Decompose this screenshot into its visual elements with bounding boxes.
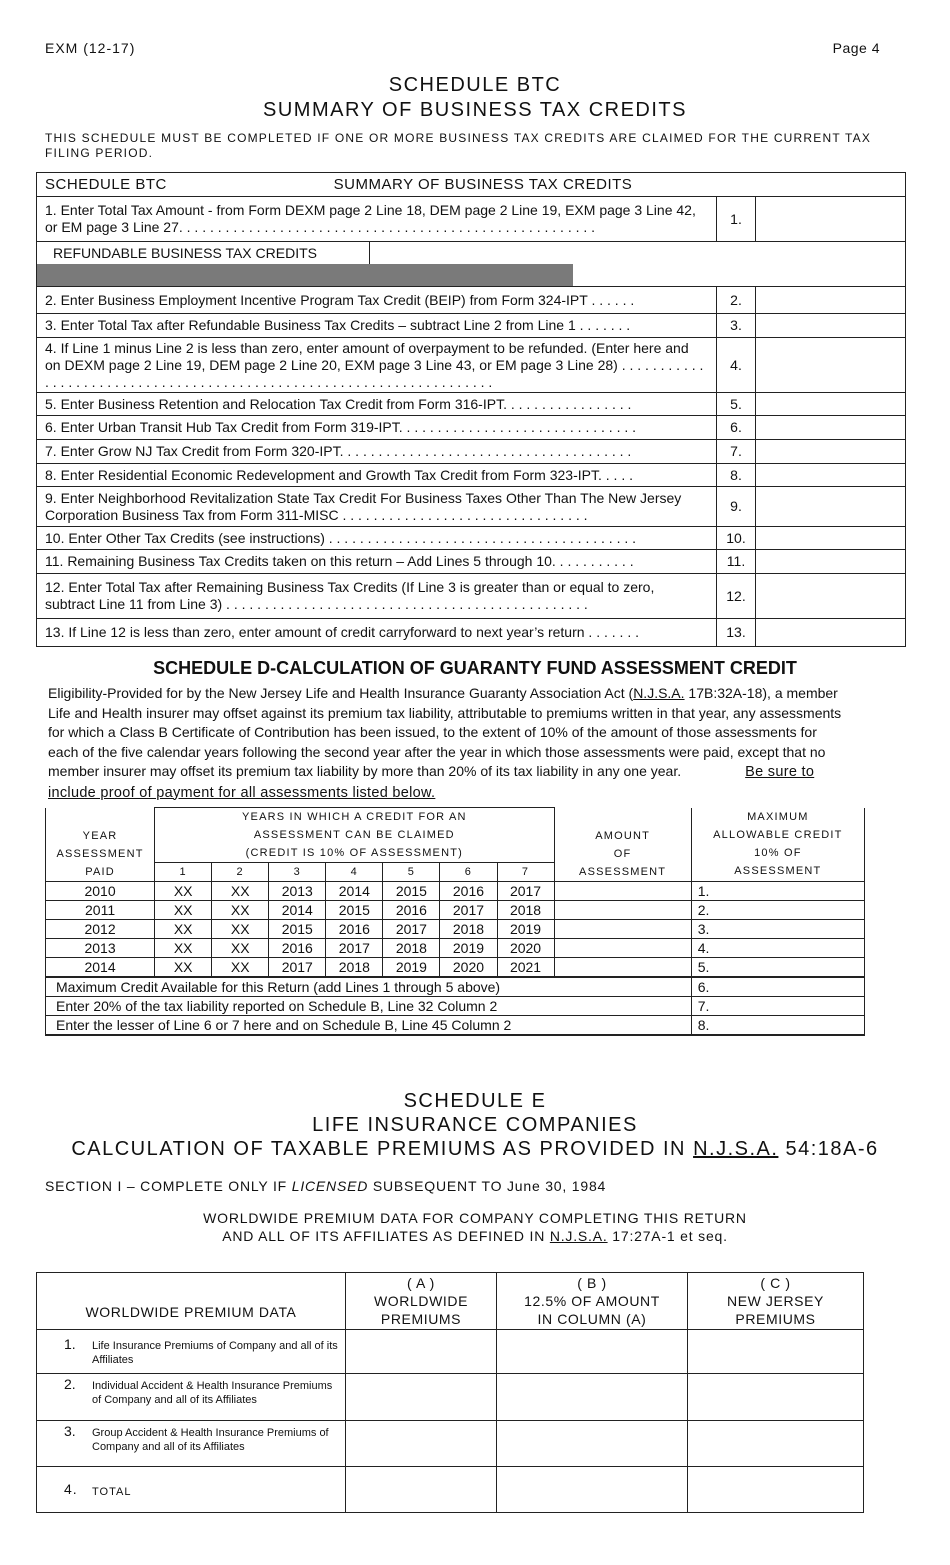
section-1-heading: [45, 1178, 606, 1194]
refundable-label: REFUNDABLE BUSINESS TAX CREDITS: [37, 242, 370, 264]
assessment-row: [46, 901, 865, 920]
btc-line-8-field[interactable]: [756, 464, 906, 487]
btc-line-13-field[interactable]: [756, 619, 906, 647]
section-1-licensed: LICENSED: [291, 1178, 369, 1194]
schedule-e-njsa: N.J.S.A.: [693, 1138, 779, 1160]
col-b-h3: IN COLUMN (A): [537, 1311, 647, 1327]
credit-year: 2019: [383, 958, 440, 978]
credit-year: 2016: [440, 882, 497, 901]
btc-line-3-text: 3. Enter Total Tax after Refundable Business Tax Credits – subtract Line 2 from Line 1 . . . . . . .: [37, 314, 717, 338]
wp-row-2: [37, 1374, 864, 1421]
schedule-e-title: SCHEDULE E: [403, 1090, 547, 1112]
guaranty-fund-table: [45, 807, 865, 1036]
btc-line-4-field[interactable]: [756, 338, 906, 393]
credit-year: 2014: [326, 882, 383, 901]
col-a-h2: WORLDWIDE: [373, 1293, 469, 1309]
wp-row-4-num: 4.: [64, 1481, 78, 1497]
wp-row-4-col-c[interactable]: [688, 1467, 864, 1513]
wp-row-1-col-b[interactable]: [497, 1330, 688, 1374]
btc-line-12-field[interactable]: [756, 574, 906, 619]
wp-row-3-label: [37, 1421, 346, 1467]
credit-year: XX: [155, 958, 212, 978]
credit-year: 2019: [440, 939, 497, 958]
credit-year: XX: [212, 958, 269, 978]
col-num-3: 3: [269, 863, 326, 882]
worldwide-heading: [0, 1209, 950, 1245]
credit-year: 2017: [497, 882, 554, 901]
max-credit-field[interactable]: 5.: [691, 958, 864, 978]
btc-line-1-text: 1. Enter Total Tax Amount - from Form DEXM page 2 Line 18, DEM page 2 Line 19, EXM page 3 Line 42, or EM page 3 Line 27. . . . . . . . . . . . . . . . . . . . . . . . . . . . . . . . . . . . . . . . . . . . . . . . . . . . . .: [37, 197, 717, 242]
btc-line-3-field[interactable]: [756, 314, 906, 338]
max-credit-field[interactable]: 2.: [691, 901, 864, 920]
schedule-e-subtitle: LIFE INSURANCE COMPANIES: [312, 1114, 638, 1136]
btc-line-6-text: 6. Enter Urban Transit Hub Tax Credit from Form 319-IPT. . . . . . . . . . . . . . . . . . . . . . . . . . . . . . .: [37, 416, 717, 440]
btc-line-11-field[interactable]: [756, 550, 906, 574]
btc-line-8-text: 8. Enter Residential Economic Redevelopment and Growth Tax Credit from Form 323-IPT. . . . .: [37, 464, 717, 487]
worldwide-njsa: N.J.S.A.: [549, 1228, 608, 1244]
credit-year: XX: [155, 920, 212, 939]
credit-year: 2015: [269, 920, 326, 939]
schedule-d-para-pre: Eligibility-Provided for by the New Jersey Life and Health Insurance Guaranty Association Act (: [48, 685, 634, 701]
col-years-h3: (CREDIT IS 10% OF ASSESSMENT): [155, 844, 554, 863]
credit-year: 2017: [440, 901, 497, 920]
wp-row-1: [37, 1330, 864, 1374]
wp-head-col-a: [346, 1273, 497, 1330]
btc-title: SCHEDULE BTC: [388, 74, 562, 96]
credit-year: 2018: [326, 958, 383, 978]
summary-line-6-text: Maximum Credit Available for this Return (add Lines 1 through 5 above): [46, 977, 692, 997]
schedule-d-proof-note: Be sure to include proof of payment for all assessments listed below.: [48, 764, 815, 801]
page-number: Page 4: [832, 40, 880, 56]
max-credit-field[interactable]: 4.: [691, 939, 864, 958]
refundable-bar: [37, 242, 906, 287]
col-num-4: 4: [326, 863, 383, 882]
col-max-h3: 10% OF: [754, 847, 802, 860]
assessment-year: 2010: [46, 882, 155, 901]
credit-year: XX: [212, 901, 269, 920]
col-num-7: 7: [497, 863, 554, 882]
btc-line-12-num: 12.: [717, 574, 756, 619]
credit-year: XX: [155, 939, 212, 958]
form-id: EXM (12-17): [45, 40, 136, 56]
credit-year: XX: [212, 939, 269, 958]
col-c-h1: ( C ): [760, 1275, 791, 1291]
credit-year: 2020: [440, 958, 497, 978]
wp-row-3: [37, 1421, 864, 1467]
btc-line-2-num: 2.: [717, 287, 756, 314]
btc-line-11-num: 11.: [717, 550, 756, 574]
btc-line-9-num: 9.: [717, 487, 756, 527]
worldwide-premium-table: [36, 1272, 864, 1513]
btc-line-5-text: 5. Enter Business Retention and Relocation Tax Credit from Form 316-IPT. . . . . . . . . . . . . . . . .: [37, 393, 717, 416]
btc-line-10-num: 10.: [717, 527, 756, 550]
wp-row-4-label: [37, 1467, 346, 1513]
summary-line-8-text: Enter the lesser of Line 6 or 7 here and on Schedule B, Line 45 Column 2: [46, 1016, 692, 1036]
col-a-h1: ( A ): [407, 1275, 435, 1291]
amount-field[interactable]: [554, 958, 691, 978]
wp-row-3-col-c[interactable]: [688, 1421, 864, 1467]
wp-row-4-col-a[interactable]: [346, 1467, 497, 1513]
col-amount-h2: OF: [613, 847, 632, 860]
btc-table-header-left: SCHEDULE BTC: [45, 176, 167, 193]
assessment-year: 2012: [46, 920, 155, 939]
btc-line-6-field[interactable]: [756, 416, 906, 440]
credit-year: XX: [155, 901, 212, 920]
wp-row-4-text: TOTAL: [92, 1486, 132, 1498]
credit-year: 2016: [383, 901, 440, 920]
summary-line-8-field[interactable]: 8.: [691, 1016, 864, 1036]
credit-year: 2017: [269, 958, 326, 978]
worldwide-heading-1: WORLDWIDE PREMIUM DATA FOR COMPANY COMPLETING THIS RETURN: [203, 1210, 747, 1226]
col-amount-h3: ASSESSMENT: [579, 865, 667, 878]
assessment-year: 2013: [46, 939, 155, 958]
col-num-2: 2: [212, 863, 269, 882]
amount-field[interactable]: [554, 901, 691, 920]
col-num-5: 5: [383, 863, 440, 882]
credit-year: 2020: [497, 939, 554, 958]
wp-row-2-col-a[interactable]: [346, 1374, 497, 1421]
credit-year: 2016: [269, 939, 326, 958]
col-max-header: [691, 808, 864, 882]
credit-year: 2015: [326, 901, 383, 920]
credit-year: 2013: [269, 882, 326, 901]
wp-head-col-b: [497, 1273, 688, 1330]
col-amount-header: [554, 808, 691, 882]
schedule-d-para-post: 17B:32A-18), a member Life and Health insurer may offset against its premium tax liability, attributable to premiums written in that year, any assessments for which a Class B Certificate of Contribution has been issued, to the extent of 10% of the amount of those assessments for each of the five calendar years following the second year after the year in which those assessments were paid, except that no member insurer may offset its premium tax liability by more than 20% of its tax liability in any one year.: [48, 685, 842, 779]
wp-row-4-col-b[interactable]: [497, 1467, 688, 1513]
col-amount-h1: AMOUNT: [595, 829, 651, 842]
wp-row-1-text: Life Insurance Premiums of Company and all of its Affiliates: [92, 1340, 338, 1366]
max-credit-field[interactable]: 1.: [691, 882, 864, 901]
amount-field[interactable]: [554, 882, 691, 901]
btc-line-13-text: 13. If Line 12 is less than zero, enter amount of credit carryforward to next year’s return . . . . . . .: [37, 619, 717, 647]
btc-line-4-text: 4. If Line 1 minus Line 2 is less than zero, enter amount of overpayment to be refunded. (Enter here and on DEXM page 2 Line 19, DEM page 2 Line 20, EXM page 3 Line 43, or EM page 3 Line 28) . . . . . . . . . . . . . . . . . . . . . . . . . . . . . . . . . . . . . . . . . . . . . . . . . . . . . . . . . . . . . . . . . . . . .: [37, 338, 717, 393]
wp-row-2-text: Individual Accident & Health Insurance Premiums of Company and all of its Affiliates: [92, 1380, 333, 1406]
btc-line-7-field[interactable]: [756, 440, 906, 464]
btc-line-10-text: 10. Enter Other Tax Credits (see instructions) . . . . . . . . . . . . . . . . . . . . . . . . . . . . . . . . . . . . . . . .: [37, 527, 717, 550]
credit-year: 2016: [326, 920, 383, 939]
btc-table-header-right: SUMMARY OF BUSINESS TAX CREDITS: [333, 176, 633, 193]
btc-line-8-num: 8.: [717, 464, 756, 487]
btc-line-9-text: 9. Enter Neighborhood Revitalization State Tax Credit For Business Taxes Other Than The New Jersey Corporation Business Tax from Form 311-MISC . . . . . . . . . . . . . . . . . . . . . . . . . . . . . . . .: [37, 487, 717, 527]
col-year-h1: YEAR: [82, 829, 118, 842]
btc-line-9-field[interactable]: [756, 487, 906, 527]
summary-line-7-field[interactable]: 7.: [691, 997, 864, 1016]
btc-line-3-num: 3.: [717, 314, 756, 338]
btc-line-1-field[interactable]: [756, 197, 906, 242]
btc-line-13-num: 13.: [717, 619, 756, 647]
schedule-e-calc-pre: CALCULATION OF TAXABLE PREMIUMS AS PROVIDED IN: [71, 1138, 694, 1160]
assessment-year: 2014: [46, 958, 155, 978]
credit-year: XX: [155, 882, 212, 901]
btc-line-7-num: 7.: [717, 440, 756, 464]
schedule-d-eligibility: [48, 684, 848, 803]
refundable-shading: [37, 264, 573, 286]
col-c-h2: NEW JERSEY: [726, 1293, 824, 1309]
wp-row-1-num: 1.: [64, 1336, 76, 1352]
wp-row-2-col-c[interactable]: [688, 1374, 864, 1421]
col-a-h3: PREMIUMS: [380, 1311, 462, 1327]
col-c-h3: PREMIUMS: [735, 1311, 816, 1327]
wp-row-3-num: 3.: [64, 1423, 76, 1439]
col-b-h1: ( B ): [577, 1275, 607, 1291]
wp-row-1-col-a[interactable]: [346, 1330, 497, 1374]
worldwide-heading-2-pre: AND ALL OF ITS AFFILIATES AS DEFINED IN: [222, 1228, 550, 1244]
schedule-e-calc-title: [0, 1137, 950, 1162]
col-year-header: [46, 808, 155, 882]
credit-year: XX: [212, 882, 269, 901]
summary-line-6-field[interactable]: 6.: [691, 977, 864, 997]
btc-line-6-num: 6.: [717, 416, 756, 440]
col-max-h2: ALLOWABLE CREDIT: [713, 829, 843, 842]
btc-line-5-num: 5.: [717, 393, 756, 416]
amount-field[interactable]: [554, 920, 691, 939]
btc-table: [36, 172, 906, 647]
wp-head-col-c: [688, 1273, 864, 1330]
assessment-row: [46, 882, 865, 901]
col-max-h1: MAXIMUM: [747, 811, 809, 824]
btc-line-1-num: 1.: [717, 197, 756, 242]
btc-subtitle: SUMMARY OF BUSINESS TAX CREDITS: [263, 99, 687, 121]
btc-table-header: [37, 173, 906, 197]
credit-year: 2018: [383, 939, 440, 958]
assessment-row: [46, 958, 865, 978]
btc-line-2-field[interactable]: [756, 287, 906, 314]
worldwide-heading-2-post: 17:27A-1 et seq.: [607, 1228, 728, 1244]
schedule-e-calc-post: 54:18A-6: [778, 1138, 879, 1160]
btc-line-10-field[interactable]: [756, 527, 906, 550]
schedule-d-title: SCHEDULE D-CALCULATION OF GUARANTY FUND ASSESSMENT CREDIT: [153, 658, 797, 678]
credit-year: 2015: [383, 882, 440, 901]
col-b-h2: 12.5% OF AMOUNT: [524, 1293, 660, 1309]
credit-year: 2014: [269, 901, 326, 920]
wp-row-2-label: [37, 1374, 346, 1421]
assessment-year: 2011: [46, 901, 155, 920]
btc-line-4-num: 4.: [717, 338, 756, 393]
col-max-h4: ASSESSMENT: [734, 865, 822, 878]
credit-year: 2018: [440, 920, 497, 939]
wp-row-2-col-b[interactable]: [497, 1374, 688, 1421]
max-credit-field[interactable]: 3.: [691, 920, 864, 939]
col-year-h3: PAID: [85, 865, 115, 878]
section-1-post: SUBSEQUENT TO June 30, 1984: [368, 1178, 607, 1194]
credit-year: XX: [212, 920, 269, 939]
wp-row-4: [37, 1467, 864, 1513]
njsa-link: N.J.S.A.: [633, 685, 685, 701]
credit-year: 2019: [497, 920, 554, 939]
col-years-h1: YEARS IN WHICH A CREDIT FOR AN: [155, 808, 554, 827]
col-num-6: 6: [440, 863, 497, 882]
col-year-h2: ASSESSMENT: [56, 847, 144, 860]
credit-year: 2021: [497, 958, 554, 978]
amount-field[interactable]: [554, 939, 691, 958]
btc-line-7-text: 7. Enter Grow NJ Tax Credit from Form 320-IPT. . . . . . . . . . . . . . . . . . . . . . . . . . . . . . . . . . . . . .: [37, 440, 717, 464]
btc-line-12-text: 12. Enter Total Tax after Remaining Business Tax Credits (If Line 3 is greater than or equal to zero, subtract Line 11 from Line 3) . . . . . . . . . . . . . . . . . . . . . . . . . . . . . . . . . . . . . . . . . . . . . . .: [37, 574, 717, 619]
credit-year: 2018: [497, 901, 554, 920]
col-num-1: 1: [155, 863, 212, 882]
wp-row-3-text: Group Accident & Health Insurance Premiums of Company and all of its Affiliates: [92, 1427, 329, 1453]
btc-note: THIS SCHEDULE MUST BE COMPLETED IF ONE OR MORE BUSINESS TAX CREDITS ARE CLAIMED FOR THE CURRENT TAX FILING PERIOD.: [45, 131, 872, 160]
credit-year: 2017: [383, 920, 440, 939]
btc-line-2-text: 2. Enter Business Employment Incentive Program Tax Credit (BEIP) from Form 324-IPT . . . . . .: [37, 287, 717, 314]
wp-row-2-num: 2.: [64, 1376, 76, 1392]
btc-line-11-text: 11. Remaining Business Tax Credits taken on this return – Add Lines 5 through 10. . . . . . . . . . .: [37, 550, 717, 574]
wp-head-label: WORLDWIDE PREMIUM DATA: [37, 1273, 346, 1330]
summary-line-7-text: Enter 20% of the tax liability reported on Schedule B, Line 32 Column 2: [46, 997, 692, 1016]
col-years-h2: ASSESSMENT CAN BE CLAIMED: [155, 826, 554, 844]
assessment-row: [46, 939, 865, 958]
btc-line-5-field[interactable]: [756, 393, 906, 416]
worldwide-heading-2: [0, 1227, 950, 1245]
wp-row-1-col-c[interactable]: [688, 1330, 864, 1374]
wp-row-1-label: [37, 1330, 346, 1374]
credit-year: 2017: [326, 939, 383, 958]
section-1-pre: SECTION I – COMPLETE ONLY IF: [45, 1178, 292, 1194]
assessment-row: [46, 920, 865, 939]
wp-row-3-col-a[interactable]: [346, 1421, 497, 1467]
wp-row-3-col-b[interactable]: [497, 1421, 688, 1467]
